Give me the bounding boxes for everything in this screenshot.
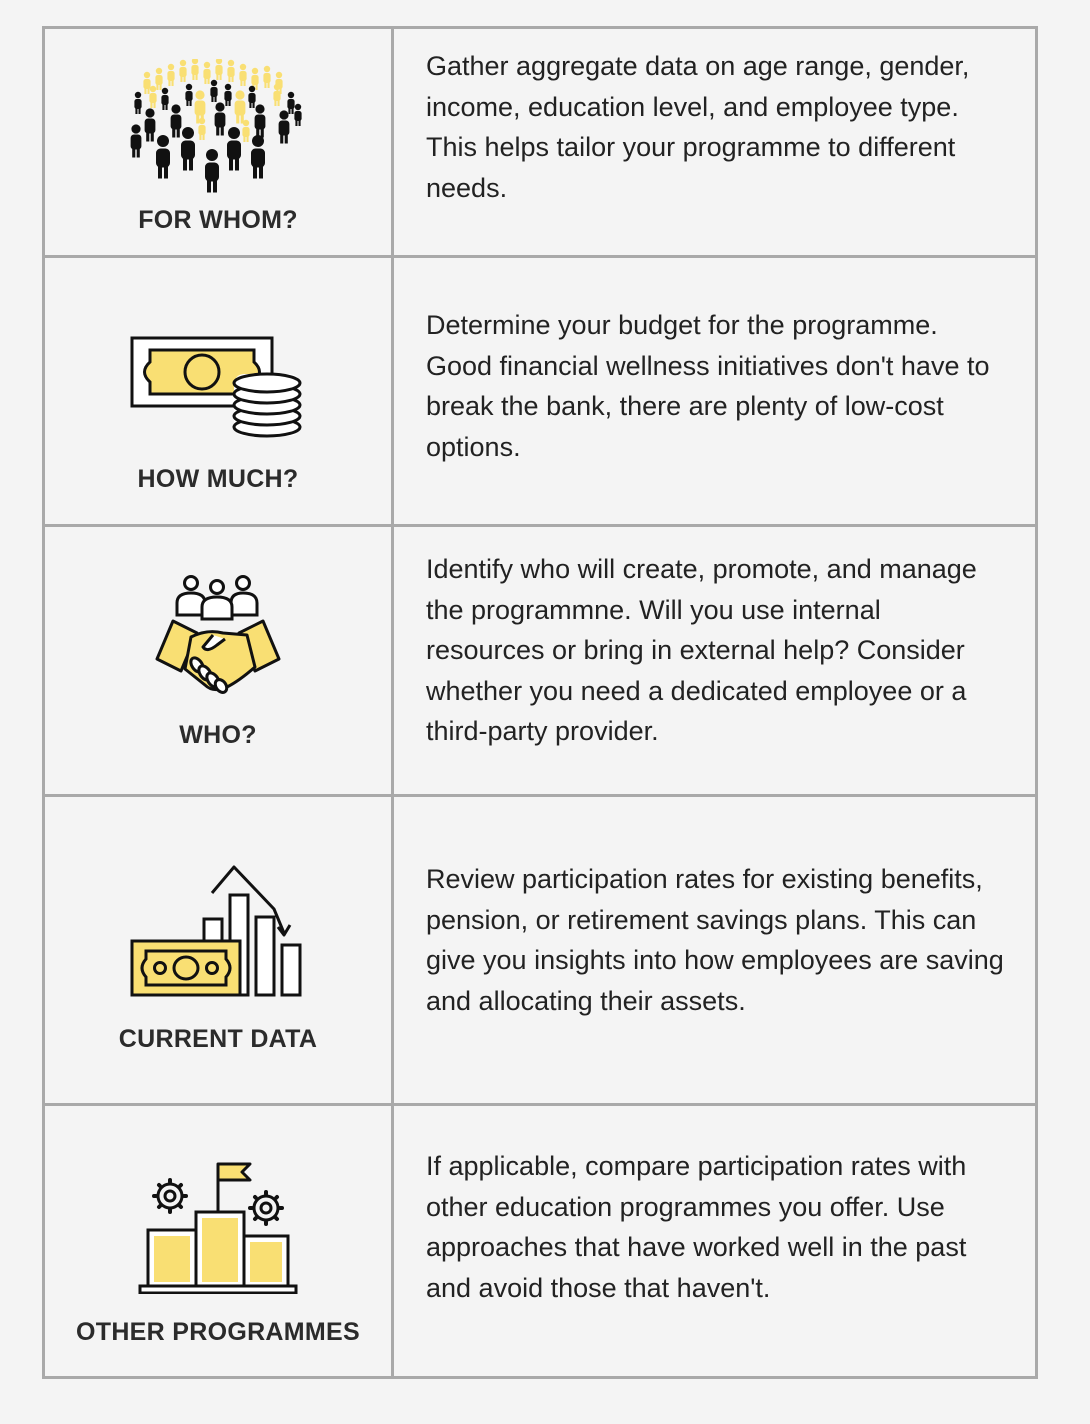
money-coins-icon (130, 336, 306, 442)
row-description: Determine your budget for the programme. Good financial wellness initiatives don't have to break the bank, there are plenty of low-cost options. (426, 310, 990, 462)
team-handshake-icon (151, 573, 285, 697)
row-label: CURRENT DATA (118, 1025, 318, 1053)
row-current-data-icon-cell (45, 797, 394, 1106)
row-who-icon-cell (45, 527, 394, 797)
row-who-description-cell (394, 527, 1035, 797)
row-label: FOR WHOM? (138, 206, 298, 234)
money-bar-chart-icon (130, 863, 306, 997)
row-other-programmes-description-cell (394, 1106, 1035, 1376)
row-description: Gather aggregate data on age range, gender, income, education level, and employee type. This helps tailor your programme to different needs. (426, 51, 970, 203)
row-label: HOW MUCH? (137, 465, 299, 493)
row-description: Review participation rates for existing benefits, pension, or retirement savings plans. This can give you insights into how employees are saving and allocating their assets. (426, 864, 1004, 1016)
crowd-icon (128, 59, 308, 194)
row-how-much-description-cell (394, 258, 1035, 527)
row-description: Identify who will create, promote, and manage the programmne. Will you use internal resources or bring in external help? Consider whether you need a dedicated employee or a third-party provider. (426, 554, 977, 747)
row-label: OTHER PROGRAMMES (76, 1318, 360, 1346)
podium-gears-icon (138, 1158, 298, 1294)
row-current-data-description-cell (394, 797, 1035, 1106)
row-label: WHO? (179, 721, 257, 749)
row-for-whom-description-cell (394, 29, 1035, 258)
row-how-much-icon-cell (45, 258, 394, 527)
row-description: If applicable, compare participation rates with other education programmes you offer. Use approaches that have worked well in the past and avoid those that haven't. (426, 1151, 967, 1303)
row-other-programmes-icon-cell (45, 1106, 394, 1376)
row-for-whom-icon-cell (45, 29, 394, 258)
planning-grid (42, 26, 1038, 1379)
